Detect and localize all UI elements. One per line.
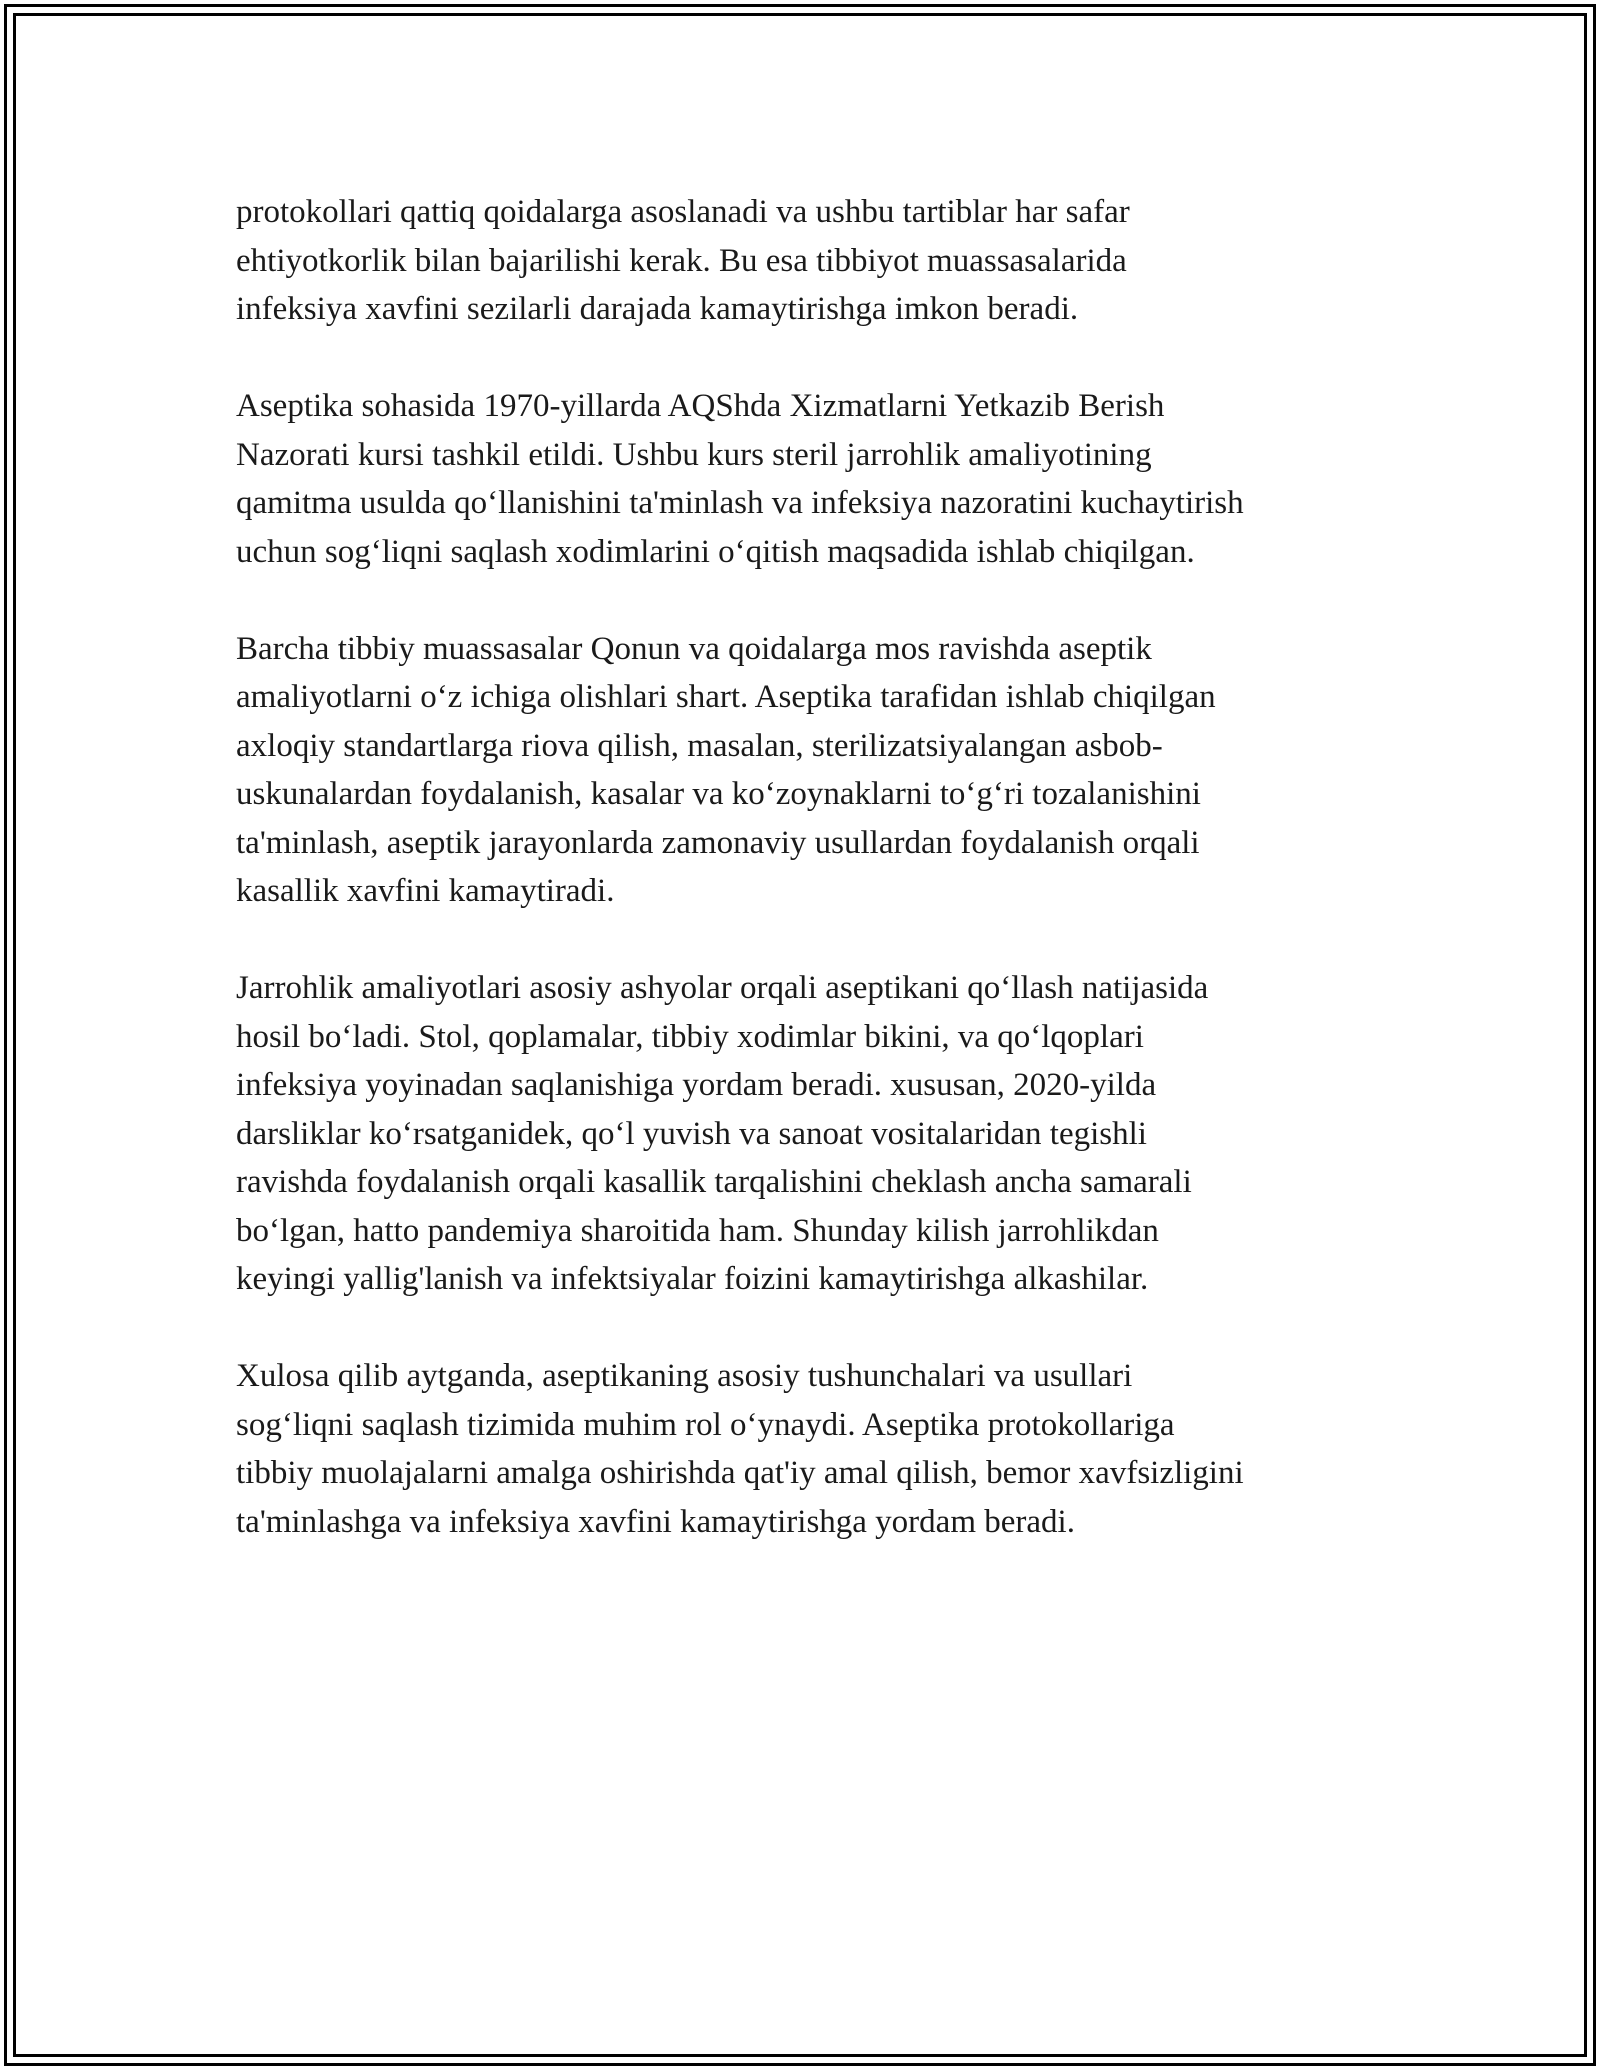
- paragraph-conclusion: Xulosa qilib aytganda, aseptikaning asosiy tushunchalari va usullari sog‘liqni saqlash tizimida muhim rol o‘ynaydi. Aseptika protokollariga tibbiy muolajalarni amalga oshirishda qat'iy amal qilish, bemor xavfsizligini ta'minlashga va infeksiya xavfini kamaytirishga yordam beradi.: [236, 1358, 1244, 1540]
- document-body: [236, 188, 1366, 1595]
- paragraph-course-history: Aseptika sohasida 1970-yillarda AQShda Xizmatlarni Yetkazib Berish Nazorati kursi tashkil etildi. Ushbu kurs steril jarrohlik amaliyotining qamitma usulda qo‘llanishini ta'minlash va infeksiya nazoratini kuchaytirish uchun sog‘liqni saqlash xodimlarini o‘qitish maqsadida ishlab chiqilgan.: [236, 388, 1244, 570]
- paragraph-surgical-practice: Jarrohlik amaliyotlari asosiy ashyolar orqali aseptikani qo‘llash natijasida hosil bo‘ladi. Stol, qoplamalar, tibbiy xodimlar bikini, va qo‘lqoplari infeksiya yoyinadan saqlanishiga yordam beradi. xususan, 2020-yilda darsliklar ko‘rsatganidek, qo‘l yuvish va sanoat vositalaridan tegishli ravishda foydalanish orqali kasallik tarqalishini cheklash ancha samarali bo‘lgan, hatto pandemiya sharoitida ham. Shunday kilish jarrohlikdan keyingi yallig'lanish va infektsiyalar foizini kamaytirishga alkashilar.: [236, 970, 1209, 1297]
- paragraph-medical-institutions: Barcha tibbiy muassasalar Qonun va qoidalarga mos ravishda aseptik amaliyotlarni o‘z ichiga olishlari shart. Aseptika tarafidan ishlab chiqilgan axloqiy standartlarga riova qilish, masalan, sterilizatsiyalangan asbob- uskunalardan foydalanish, kasalar va ko‘zoynaklarni to‘g‘ri tozalanishini ta'minlash, aseptik jarayonlarda zamonaviy usullardan foydalanish orqali kasallik xavfini kamaytiradi.: [236, 630, 1216, 909]
- paragraph-protocols: protokollari qattiq qoidalarga asoslanadi va ushbu tartiblar har safar ehtiyotkorlik bilan bajarilishi kerak. Bu esa tibbiyot muassasalarida infeksiya xavfini sezilarli darajada kamaytirishga imkon beradi.: [236, 194, 1130, 327]
